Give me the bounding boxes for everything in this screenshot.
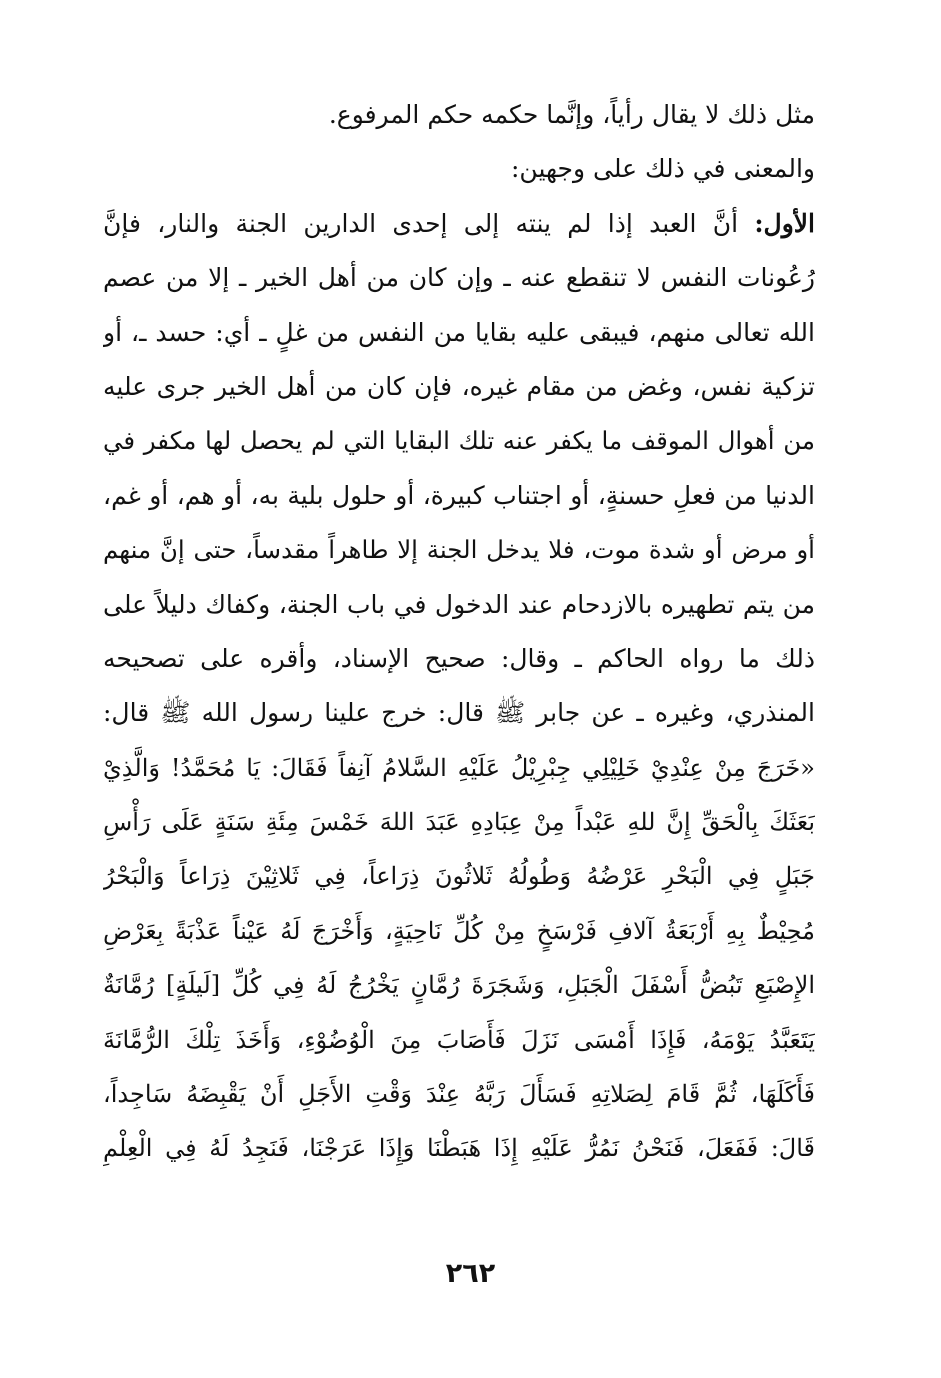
text-line (103, 904, 815, 958)
text-line (103, 958, 815, 1012)
text-line (103, 1067, 815, 1121)
line-text: فَأَكَلَهَا، ثُمَّ قَامَ لِصَلاتِهِ فَسَأَلَ رَبَّهُ عِنْدَ وَقْتِ الأَجَلِ أَنْ يَقْبِضَهُ سَاجِداً، (103, 1080, 815, 1109)
text-line (103, 1121, 815, 1175)
line-text: الدنيا من فعلِ حسنةٍ، أو اجتناب كبيرة، أو حلول بلية به، أو هم، أو غم، (103, 480, 815, 510)
line-text: قَالَ: فَفَعَلَ، فَنَحْنُ نَمُرُّ عَلَيْهِ إِذَا هَبَطْنَا وَإِذَا عَرَجْنَا، فَنَجِدُ لَهُ فِي الْعِلْمِ (103, 1134, 815, 1163)
text-line (103, 795, 815, 849)
line-text: ذلك ما رواه الحاكم ـ وقال: صحيح الإسناد، وأقره على تصحيحه (103, 643, 815, 673)
text-line (103, 142, 815, 196)
page-number: ٢٦٢ (445, 1258, 496, 1289)
text-line (103, 849, 815, 903)
body-text (103, 88, 815, 1176)
text-line (103, 523, 815, 577)
text-line (103, 197, 815, 251)
line-text: أنَّ العبد إذا لم ينته إلى إحدى الدارين الجنة والنار، فإنَّ (103, 208, 755, 238)
line-text: من أهوال الموقف ما يكفر عنه تلك البقايا التي لم يحصل لها مكفر في (103, 426, 815, 456)
line-text: الإِصْبَعِ تَبُضُّ أَسْفَلَ الْجَبَلِ، وَشَجَرَةَ رُمَّانٍ يَخْرُجُ لَهُ فِي كُلِّ [لَيلَةٍ] رُمَّانَةٌ (103, 971, 815, 1000)
line-text: «خَرَجَ مِنْ عِنْدِيْ خَلِيْلِي جِبْرِيْلُ عَلَيْهِ السَّلامُ آنِفاً فَقَالَ: يَا مُحَمَّدُ! وَالَّذِيْ (103, 753, 815, 782)
text-line (103, 360, 815, 414)
text-line (103, 686, 815, 740)
line-text: مثل ذلك لا يقال رأياً، وإنَّما حكمه حكم المرفوع. (328, 100, 815, 129)
line-text: المنذري، وغيره ـ عن جابر ﷺ قال: خرج علينا رسول الله ﷺ قال: (103, 698, 815, 728)
line-text: جَبَلٍ فِي الْبَحْرِ عَرْضُهُ وَطُولُهُ ثَلاثُونَ ذِرَاعاً، فِي ثَلاثِيْنَ ذِرَاعاً وَالْبَحْرُ (103, 862, 815, 891)
text-line (103, 414, 815, 468)
line-text: مُحِيْطٌ بِهِ أَرْبَعَةُ آلافِ فَرْسَخٍ مِنْ كُلِّ نَاحِيَةٍ، وَأَخْرَجَ لَهُ عَيْناً عَذْبَةً بِعَرْضِ (103, 916, 815, 945)
line-text: يَتَعَبَّدُ يَوْمَهُ، فَإِذَا أَمْسَى نَزَلَ فَأَصَابَ مِنَ الْوُضُوْءِ، وَأَخَذَ تِلْكَ الرُّمَّانَةَ (103, 1025, 815, 1054)
text-line (103, 88, 815, 142)
text-line (103, 469, 815, 523)
section-lead-word: الأول: (754, 208, 815, 238)
text-line (103, 578, 815, 632)
text-line (103, 251, 815, 305)
line-text: من يتم تطهيره بالازدحام عند الدخول في باب الجنة، وكفاك دليلاً على (103, 589, 815, 619)
text-line (103, 632, 815, 686)
text-line (103, 1013, 815, 1067)
text-line (103, 741, 815, 795)
line-text: والمعنى في ذلك على وجهين: (510, 154, 815, 184)
line-text: أو مرض أو شدة موت، فلا يدخل الجنة إلا طاهراً مقدساً، حتى إنَّ منهم (103, 535, 815, 565)
text-line (103, 306, 815, 360)
line-text: تزكية نفس، وغض من مقام غيره، فإن كان من أهل الخير جرى عليه (103, 371, 815, 401)
line-text: بَعَثَكَ بِالْحَقِّ إِنَّ للهِ عَبْداً مِنْ عِبَادِهِ عَبَدَ اللهَ خَمْسَ مِئَةِ سَنَةٍ عَلَى رَأْسِ (103, 808, 815, 837)
line-text: رُعُونات النفس لا تنقطع عنه ـ وإن كان من أهل الخير ـ إلا من عصم (103, 263, 815, 293)
line-text: الله تعالى منهم، فيبقى عليه بقايا من النفس من غلٍ ـ أي: حسد ـ، أو (103, 317, 815, 347)
